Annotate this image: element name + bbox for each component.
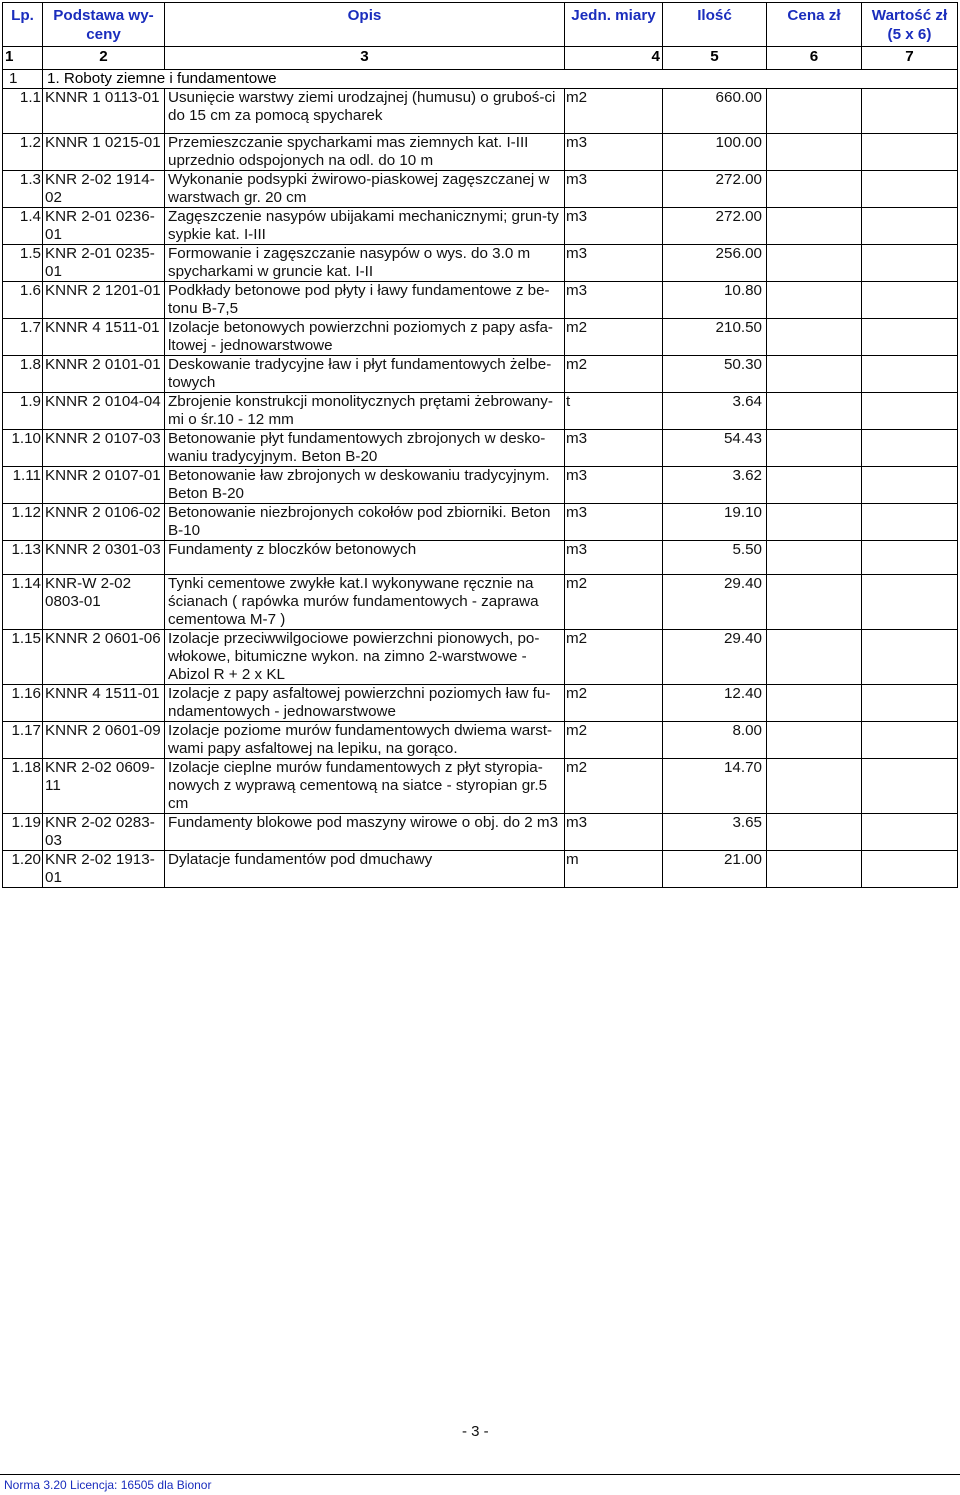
table-row xyxy=(3,356,958,393)
item-wartosc xyxy=(862,393,958,430)
column-number: 2 xyxy=(43,47,165,70)
item-podstawa: KNR 2-02 0609-11 xyxy=(43,759,165,814)
item-ilosc: 210.50 xyxy=(663,319,767,356)
item-opis: Izolacje z papy asfaltowej powierzchni poziomych ław fu-ndamentowych - jednowarstwowe xyxy=(165,685,565,722)
item-podstawa: KNNR 4 1511-01 xyxy=(43,685,165,722)
item-wartosc xyxy=(862,208,958,245)
item-jedn: m2 xyxy=(565,319,663,356)
footer-license: Norma 3.20 Licencja: 16505 dla Bionor xyxy=(4,1478,212,1492)
item-cena xyxy=(767,319,862,356)
item-wartosc xyxy=(862,245,958,282)
item-jedn: m3 xyxy=(565,504,663,541)
item-lp: 1.5 xyxy=(3,245,43,282)
header-lp: Lp. xyxy=(3,3,43,47)
footer-divider xyxy=(0,1474,960,1475)
item-cena xyxy=(767,282,862,319)
item-ilosc: 3.64 xyxy=(663,393,767,430)
item-wartosc xyxy=(862,430,958,467)
item-lp: 1.6 xyxy=(3,282,43,319)
item-cena xyxy=(767,851,862,888)
item-lp: 1.3 xyxy=(3,171,43,208)
item-cena xyxy=(767,208,862,245)
item-opis: Dylatacje fundamentów pod dmuchawy xyxy=(165,851,565,888)
column-number: 1 xyxy=(3,47,43,70)
item-lp: 1.8 xyxy=(3,356,43,393)
item-lp: 1.18 xyxy=(3,759,43,814)
table-row xyxy=(3,134,958,171)
item-opis: Betonowanie płyt fundamentowych zbrojonych w desko-waniu tradycyjnym. Beton B-20 xyxy=(165,430,565,467)
table-row xyxy=(3,171,958,208)
table-row xyxy=(3,541,958,575)
item-wartosc xyxy=(862,814,958,851)
column-number: 7 xyxy=(862,47,958,70)
item-jedn: m2 xyxy=(565,685,663,722)
column-number: 4 xyxy=(565,47,663,70)
item-jedn: m3 xyxy=(565,541,663,575)
item-podstawa: KNNR 4 1511-01 xyxy=(43,319,165,356)
item-wartosc xyxy=(862,356,958,393)
column-number-row xyxy=(3,47,958,70)
item-jedn: m2 xyxy=(565,356,663,393)
item-lp: 1.17 xyxy=(3,722,43,759)
item-cena xyxy=(767,759,862,814)
item-podstawa: KNR 2-01 0236-01 xyxy=(43,208,165,245)
item-cena xyxy=(767,504,862,541)
item-lp: 1.2 xyxy=(3,134,43,171)
header-ilosc: Ilość xyxy=(663,3,767,47)
item-lp: 1.15 xyxy=(3,630,43,685)
item-opis: Izolacje cieplne murów fundamentowych z płyt styropia-nowych z wyprawą cementową na siatce - styropian gr.5 cm xyxy=(165,759,565,814)
section-lp: 1 xyxy=(3,70,43,89)
item-podstawa: KNR 2-02 1913-01 xyxy=(43,851,165,888)
item-jedn: m3 xyxy=(565,430,663,467)
item-jedn: m3 xyxy=(565,208,663,245)
item-cena xyxy=(767,430,862,467)
item-wartosc xyxy=(862,630,958,685)
item-wartosc xyxy=(862,171,958,208)
table-row xyxy=(3,467,958,504)
table-row xyxy=(3,504,958,541)
item-ilosc: 14.70 xyxy=(663,759,767,814)
item-podstawa: KNNR 2 0601-06 xyxy=(43,630,165,685)
header-wartosc: Wartość zł (5 x 6) xyxy=(862,3,958,47)
item-opis: Deskowanie tradycyjne ław i płyt fundamentowych żelbe-towych xyxy=(165,356,565,393)
cost-estimate-table xyxy=(2,2,958,888)
table-header-row xyxy=(3,3,958,47)
item-podstawa: KNNR 2 0601-09 xyxy=(43,722,165,759)
item-ilosc: 12.40 xyxy=(663,685,767,722)
item-wartosc xyxy=(862,282,958,319)
item-jedn: m2 xyxy=(565,630,663,685)
table-row xyxy=(3,208,958,245)
page-number: - 3 - xyxy=(462,1423,489,1440)
item-ilosc: 272.00 xyxy=(663,208,767,245)
column-number: 5 xyxy=(663,47,767,70)
table-row xyxy=(3,245,958,282)
section-title: 1. Roboty ziemne i fundamentowe xyxy=(43,70,958,89)
table-row xyxy=(3,282,958,319)
item-opis: Formowanie i zagęszczanie nasypów o wys. do 3.0 m spycharkami w gruncie kat. I-II xyxy=(165,245,565,282)
column-number: 6 xyxy=(767,47,862,70)
item-wartosc xyxy=(862,685,958,722)
item-ilosc: 5.50 xyxy=(663,541,767,575)
item-wartosc xyxy=(862,851,958,888)
item-opis: Tynki cementowe zwykłe kat.I wykonywane ręcznie na ścianach ( rapówka murów fundamentowych - zaprawa cementowa M-7 ) xyxy=(165,575,565,630)
item-wartosc xyxy=(862,134,958,171)
item-ilosc: 3.65 xyxy=(663,814,767,851)
item-lp: 1.12 xyxy=(3,504,43,541)
item-opis: Izolacje betonowych powierzchni poziomych z papy asfa-ltowej - jednowarstwowe xyxy=(165,319,565,356)
header-opis: Opis xyxy=(165,3,565,47)
item-lp: 1.19 xyxy=(3,814,43,851)
item-cena xyxy=(767,541,862,575)
item-podstawa: KNNR 1 0215-01 xyxy=(43,134,165,171)
item-jedn: m xyxy=(565,851,663,888)
item-jedn: m2 xyxy=(565,759,663,814)
item-ilosc: 19.10 xyxy=(663,504,767,541)
item-cena xyxy=(767,393,862,430)
item-cena xyxy=(767,630,862,685)
item-jedn: m2 xyxy=(565,722,663,759)
item-opis: Betonowanie ław zbrojonych w deskowaniu tradycyjnym. Beton B-20 xyxy=(165,467,565,504)
item-podstawa: KNR 2-02 0283-03 xyxy=(43,814,165,851)
item-ilosc: 29.40 xyxy=(663,575,767,630)
item-jedn: m2 xyxy=(565,89,663,134)
item-wartosc xyxy=(862,722,958,759)
item-podstawa: KNNR 2 0106-02 xyxy=(43,504,165,541)
item-wartosc xyxy=(862,504,958,541)
item-wartosc xyxy=(862,319,958,356)
table-row xyxy=(3,393,958,430)
item-podstawa: KNNR 2 1201-01 xyxy=(43,282,165,319)
item-ilosc: 29.40 xyxy=(663,630,767,685)
item-opis: Zagęszczenie nasypów ubijakami mechanicznymi; grun-ty sypkie kat. I-III xyxy=(165,208,565,245)
item-opis: Fundamenty z bloczków betonowych xyxy=(165,541,565,575)
table-row xyxy=(3,575,958,630)
item-opis: Podkłady betonowe pod płyty i ławy fundamentowe z be-tonu B-7,5 xyxy=(165,282,565,319)
table-row xyxy=(3,722,958,759)
item-cena xyxy=(767,575,862,630)
item-lp: 1.14 xyxy=(3,575,43,630)
item-cena xyxy=(767,814,862,851)
item-cena xyxy=(767,467,862,504)
item-ilosc: 272.00 xyxy=(663,171,767,208)
item-cena xyxy=(767,89,862,134)
item-opis: Wykonanie podsypki żwirowo-piaskowej zagęszczanej w warstwach gr. 20 cm xyxy=(165,171,565,208)
item-jedn: m3 xyxy=(565,245,663,282)
item-podstawa: KNNR 2 0101-01 xyxy=(43,356,165,393)
item-ilosc: 660.00 xyxy=(663,89,767,134)
item-wartosc xyxy=(862,467,958,504)
table-row xyxy=(3,851,958,888)
item-cena xyxy=(767,356,862,393)
item-ilosc: 100.00 xyxy=(663,134,767,171)
item-jedn: m3 xyxy=(565,814,663,851)
item-cena xyxy=(767,245,862,282)
item-lp: 1.9 xyxy=(3,393,43,430)
table-row xyxy=(3,430,958,467)
item-lp: 1.11 xyxy=(3,467,43,504)
item-ilosc: 54.43 xyxy=(663,430,767,467)
item-lp: 1.10 xyxy=(3,430,43,467)
item-wartosc xyxy=(862,575,958,630)
item-jedn: m3 xyxy=(565,467,663,504)
item-cena xyxy=(767,134,862,171)
table-row xyxy=(3,685,958,722)
item-opis: Zbrojenie konstrukcji monolitycznych prętami żebrowany-mi o śr.10 - 12 mm xyxy=(165,393,565,430)
item-opis: Przemieszczanie spycharkami mas ziemnych kat. I-III uprzednio odspojonych na odl. do 10 m xyxy=(165,134,565,171)
item-podstawa: KNNR 2 0107-01 xyxy=(43,467,165,504)
item-opis: Betonowanie niezbrojonych cokołów pod zbiorniki. Beton B-10 xyxy=(165,504,565,541)
item-wartosc xyxy=(862,759,958,814)
table-row xyxy=(3,759,958,814)
item-opis: Izolacje poziome murów fundamentowych dwiema warst-wami papy asfaltowej na lepiku, na gorąco. xyxy=(165,722,565,759)
item-podstawa: KNNR 1 0113-01 xyxy=(43,89,165,134)
item-lp: 1.16 xyxy=(3,685,43,722)
column-number: 3 xyxy=(165,47,565,70)
table-row xyxy=(3,89,958,134)
item-podstawa: KNNR 2 0104-04 xyxy=(43,393,165,430)
item-jedn: m3 xyxy=(565,171,663,208)
item-jedn: m2 xyxy=(565,575,663,630)
item-ilosc: 3.62 xyxy=(663,467,767,504)
item-opis: Fundamenty blokowe pod maszyny wirowe o obj. do 2 m3 xyxy=(165,814,565,851)
item-lp: 1.13 xyxy=(3,541,43,575)
item-ilosc: 8.00 xyxy=(663,722,767,759)
item-jedn: m3 xyxy=(565,282,663,319)
table-row xyxy=(3,630,958,685)
item-podstawa: KNR 2-01 0235-01 xyxy=(43,245,165,282)
item-opis: Izolacje przeciwwilgociowe powierzchni pionowych, po-włokowe, bitumiczne wykon. na zimno 2-warstwowe - Abizol R + 2 x KL xyxy=(165,630,565,685)
header-podstawa: Podstawa wy-ceny xyxy=(43,3,165,47)
header-jedn: Jedn. miary xyxy=(565,3,663,47)
item-ilosc: 256.00 xyxy=(663,245,767,282)
table-row xyxy=(3,319,958,356)
item-podstawa: KNR 2-02 1914-02 xyxy=(43,171,165,208)
item-jedn: m3 xyxy=(565,134,663,171)
header-cena: Cena zł xyxy=(767,3,862,47)
section-row xyxy=(3,70,958,89)
item-wartosc xyxy=(862,541,958,575)
item-opis: Usunięcie warstwy ziemi urodzajnej (humusu) o gruboś-ci do 15 cm za pomocą spycharek xyxy=(165,89,565,134)
item-cena xyxy=(767,171,862,208)
item-podstawa: KNNR 2 0301-03 xyxy=(43,541,165,575)
item-lp: 1.4 xyxy=(3,208,43,245)
item-cena xyxy=(767,722,862,759)
item-ilosc: 10.80 xyxy=(663,282,767,319)
item-ilosc: 50.30 xyxy=(663,356,767,393)
item-lp: 1.1 xyxy=(3,89,43,134)
item-jedn: t xyxy=(565,393,663,430)
item-podstawa: KNNR 2 0107-03 xyxy=(43,430,165,467)
item-cena xyxy=(767,685,862,722)
item-ilosc: 21.00 xyxy=(663,851,767,888)
item-lp: 1.7 xyxy=(3,319,43,356)
table-row xyxy=(3,814,958,851)
item-podstawa: KNR-W 2-02 0803-01 xyxy=(43,575,165,630)
item-wartosc xyxy=(862,89,958,134)
item-lp: 1.20 xyxy=(3,851,43,888)
